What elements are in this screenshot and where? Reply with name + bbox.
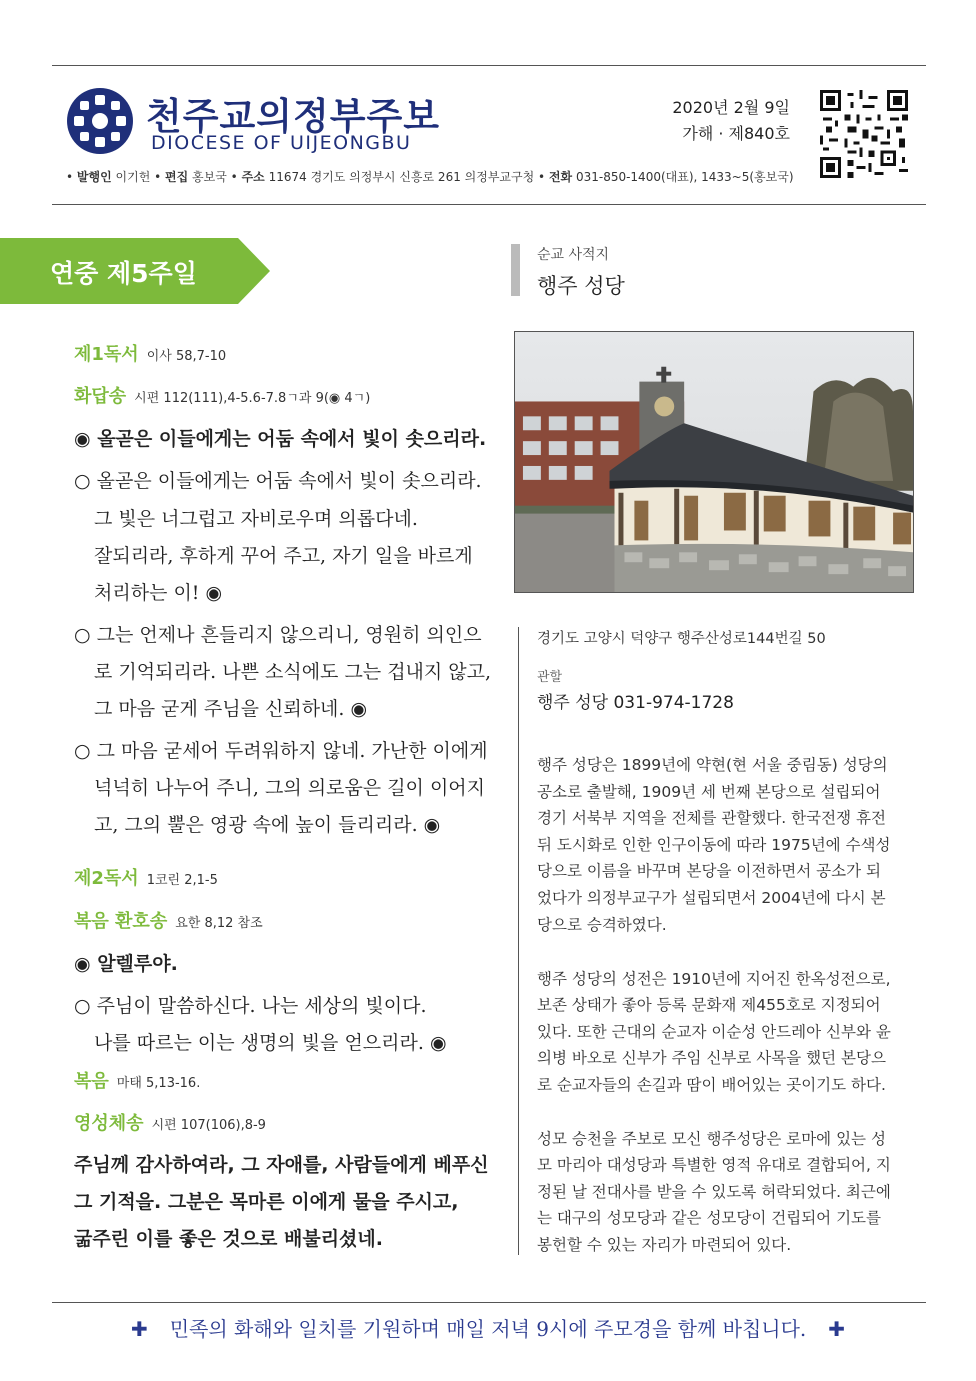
psalm-label: 화답송 시편 112(111),4-5.6-7.8ㄱ과 9(◉ 4ㄱ)	[74, 386, 371, 407]
communion-line: 그 기적을. 그분은 목마른 이에게 물을 주시고,	[74, 1191, 459, 1213]
jurisdiction-contact: 행주 성당 031-974-1728	[537, 693, 734, 713]
description-line: 의병 바오로 신부가 주임 신부로 사목을 했던 본당으	[537, 1049, 886, 1067]
psalm-response: ◉ 올곧은 이들에게는 어둠 속에서 빛이 솟으리라.	[74, 428, 487, 450]
psalm-line: 잘되리라, 후하게 꾸어 주고, 자기 일을 바르게	[94, 545, 473, 567]
shrine-address: 경기도 고양시 덕양구 행주산성로144번길 50	[537, 631, 826, 647]
footer-rule	[52, 1302, 926, 1303]
psalm-line: 고, 그의 뿔은 영광 속에 높이 들리리라. ◉	[94, 814, 441, 836]
masthead-title: 천주교의정부주보	[146, 95, 440, 138]
column-divider	[518, 627, 519, 1255]
psalm-line: 로 기억되리라. 나쁜 소식에도 그는 겁내지 않고,	[94, 661, 492, 683]
acclamation-label: 복음 환호송 요한 8,12 참조	[74, 911, 263, 932]
publication-info: • 발행인 이기헌 • 편집 홍보국 • 주소 11674 경기도 의정부시 신흥로 261 의정부교구청 • 전화 031-850-1400(대표), 1433~5(홍보국)	[66, 170, 794, 184]
cross-icon: ✚	[130, 1317, 148, 1341]
communion-line: 굶주린 이를 좋은 것으로 배불리셨네.	[74, 1228, 383, 1250]
qr-code-icon	[820, 90, 908, 178]
psalm-line: 처리하는 이! ◉	[94, 582, 223, 604]
description-line: 었다가 의정부교구가 설립되면서 2004년에 다시 본	[537, 889, 886, 907]
description-line: 성모 승천을 주보로 모신 행주성당은 로마에 있는 성	[537, 1130, 886, 1148]
cross-icon: ✚	[828, 1317, 846, 1341]
psalm-line: 그 빛은 너그럽고 자비로우며 의롭다네.	[94, 508, 418, 530]
description-line: 있다. 또한 근대의 순교자 이순성 안드레아 신부와 윤	[537, 1023, 891, 1041]
issue-date: 2020년 2월 9일	[672, 98, 790, 117]
psalm-line: ○ 그는 언제나 흔들리지 않으리니, 영원히 의인으	[74, 624, 482, 646]
description-line: 경기 서북부 지역을 전체를 관할했다. 한국전쟁 휴전	[537, 809, 886, 827]
header-bottom-rule	[52, 204, 926, 205]
description-line: 로 순교자들의 손길과 땀이 배어있는 곳이기도 하다.	[537, 1076, 886, 1094]
description-line: 공소로 출발해, 1909년 세 번째 본당으로 설립되어	[537, 783, 881, 801]
communion-line: 주님께 감사하여라, 그 자애를, 사람들에게 베푸신	[74, 1154, 489, 1176]
first-reading-label: 제1독서 이사 58,7-10	[74, 344, 227, 365]
description-line: 봉헌할 수 있는 자리가 마련되어 있다.	[537, 1236, 792, 1254]
second-reading-label: 제2독서 1코린 2,1-5	[74, 868, 218, 889]
description-line: 뒤 도시화로 인한 인구이동에 따라 1975년에 수색성	[537, 836, 891, 854]
top-rule	[52, 65, 926, 66]
prayer-text: 민족의 화해와 일치를 기원하며 매일 저녁 9시에 주모경을 함께 바칩니다.	[169, 1317, 807, 1341]
gospel-label: 복음 마태 5,13-16.	[74, 1071, 201, 1092]
description-line: 모 마리아 대성당과 특별한 영적 유대로 결합되어, 지	[537, 1156, 891, 1174]
sunday-title: 연중 제5주일	[50, 259, 197, 288]
description-line: 당으로 이름을 바꾸며 본당을 이전하면서 공소가 되	[537, 862, 881, 880]
acclamation-line: 나를 따르는 이는 생명의 빛을 얻으리라. ◉	[94, 1032, 447, 1054]
description-line: 보존 상태가 좋아 등록 문화재 제455호로 지정되어	[537, 996, 881, 1014]
description-line: 행주 성당의 성전은 1910년에 지어진 한옥성전으로,	[537, 970, 891, 988]
issue-number: 가해 · 제840호	[682, 124, 790, 143]
diocese-logo-icon	[66, 87, 134, 155]
psalm-line: ○ 그 마음 굳세어 두려워하지 않네. 가난한 이에게	[74, 740, 488, 762]
acclamation-line: ○ 주님이 말씀하신다. 나는 세상의 빛이다.	[74, 995, 427, 1017]
prayer-banner	[0, 1313, 976, 1342]
acclamation-response: ◉ 알렐루야.	[74, 953, 178, 975]
description-line: 행주 성당은 1899년에 약현(현 서울 중림동) 성당의	[537, 756, 888, 774]
section-accent-bar	[511, 244, 520, 296]
description-line: 정된 날 전대사를 받을 수 있도록 허락되었다. 최근에	[537, 1183, 891, 1201]
psalm-line: 그 마음 굳게 주님을 신뢰하네. ◉	[94, 698, 368, 720]
psalm-line: ○ 올곧은 이들에게는 어둠 속에서 빛이 솟으리라.	[74, 470, 482, 492]
masthead-subtitle: DIOCESE OF UIJEONGBU	[151, 132, 412, 154]
church-photo	[514, 331, 914, 593]
shrine-name: 행주 성당	[537, 274, 625, 298]
shrine-category: 순교 사적지	[537, 247, 610, 263]
description-line: 당으로 승격하였다.	[537, 916, 667, 934]
communion-label: 영성체송 시편 107(106),8-9	[74, 1113, 266, 1134]
jurisdiction-label: 관할	[537, 670, 563, 685]
description-line: 는 대구의 성모당과 같은 성모당이 건립되어 기도를	[537, 1209, 881, 1227]
psalm-line: 넉넉히 나누어 주니, 그의 의로움은 길이 이어지	[94, 777, 486, 799]
